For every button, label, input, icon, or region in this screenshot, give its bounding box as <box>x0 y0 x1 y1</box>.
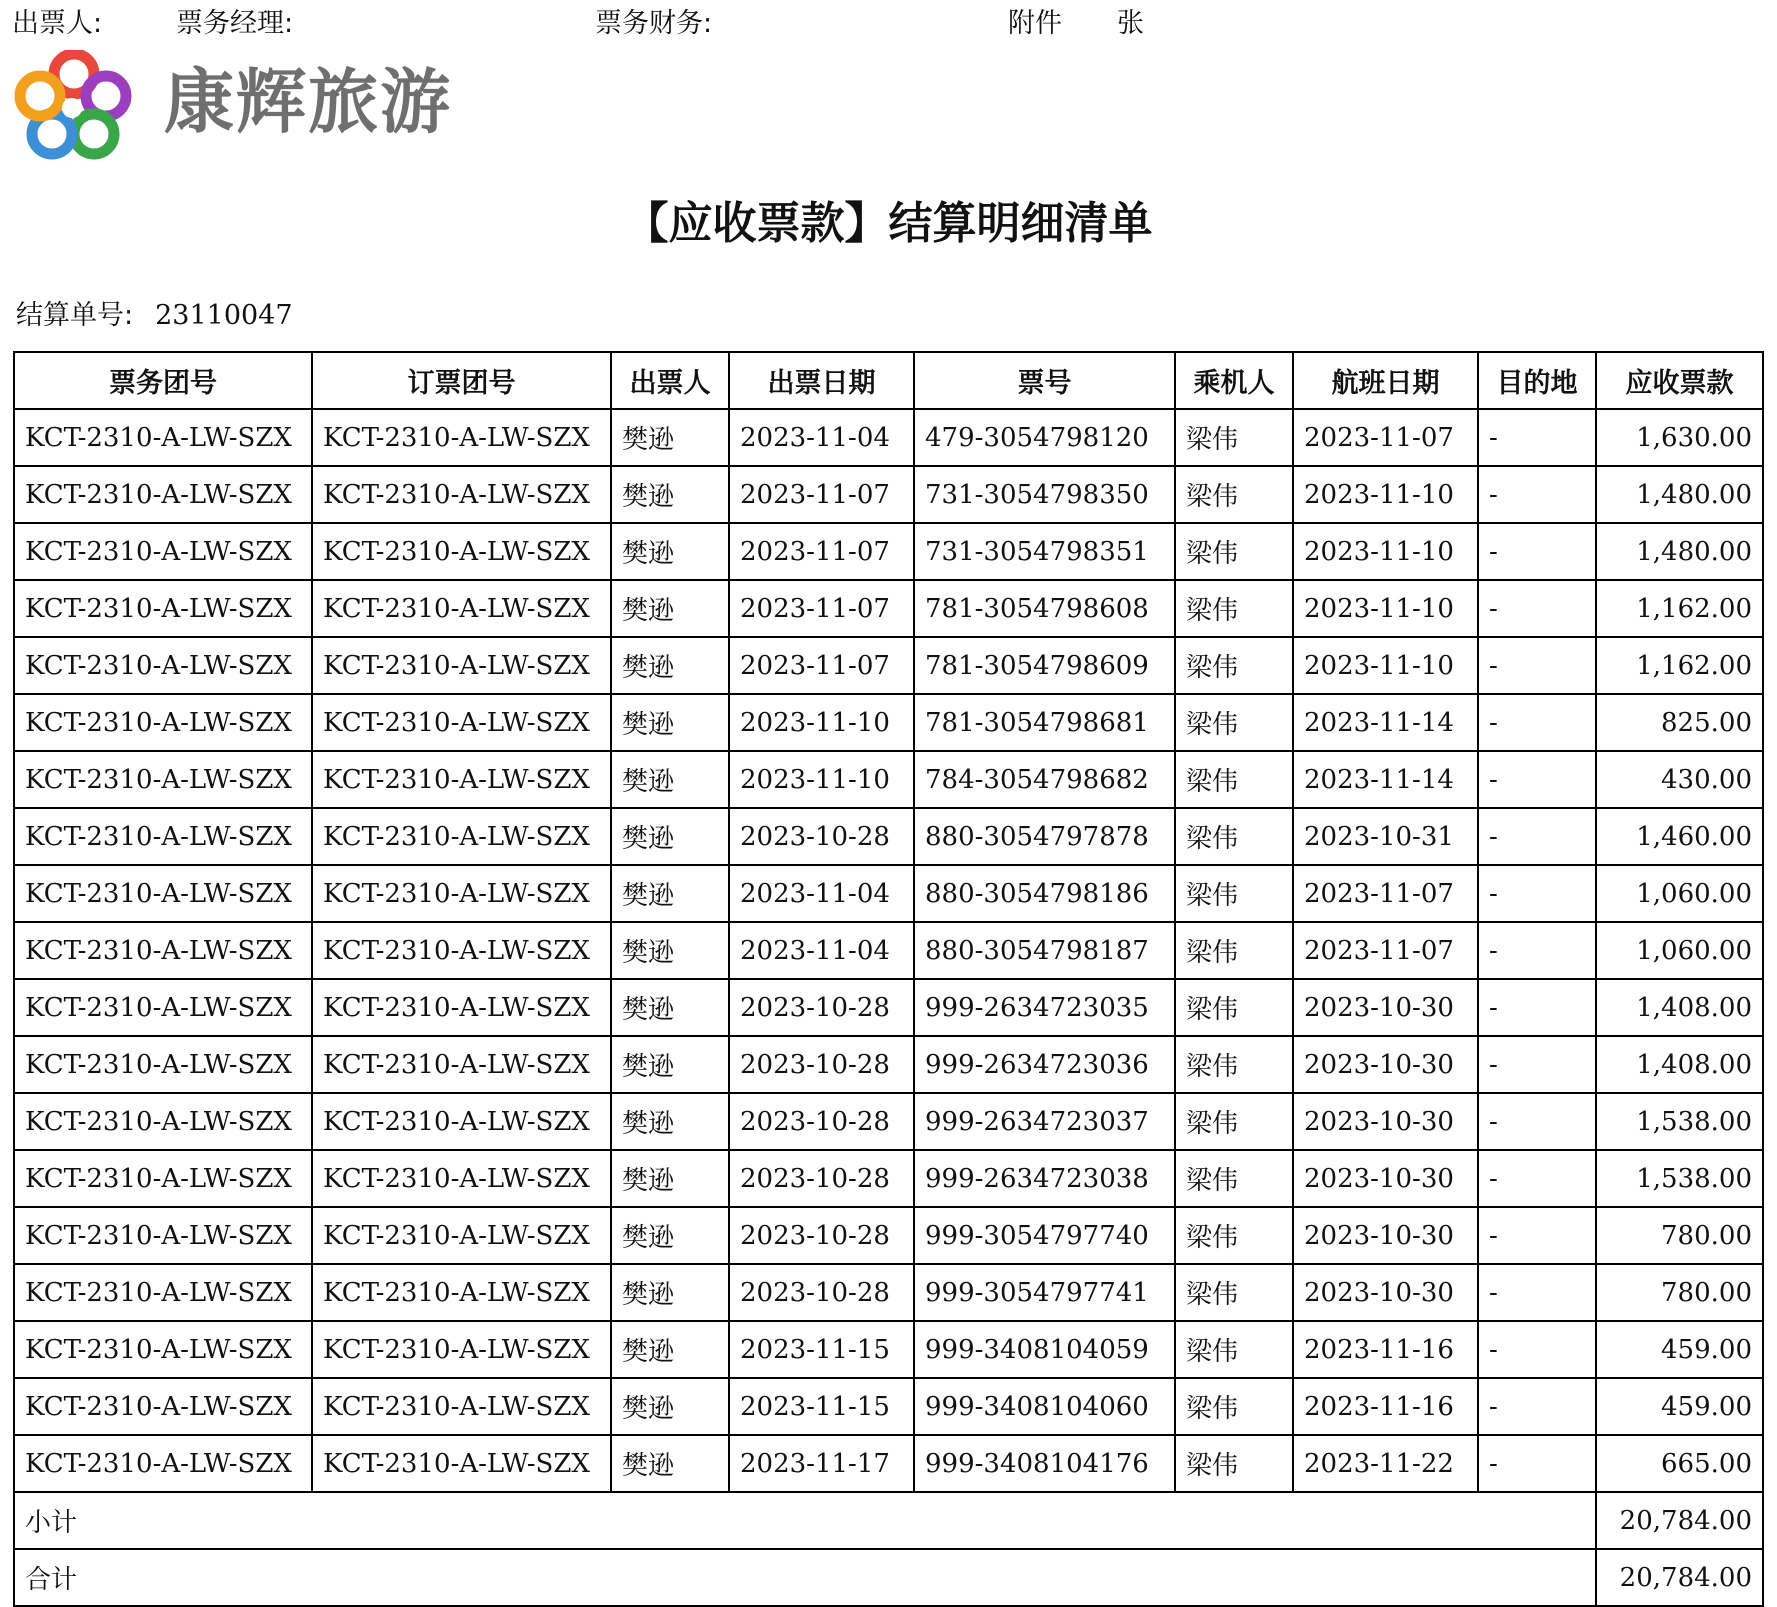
manager-label: 票务经理: <box>176 8 294 39</box>
booking-group-no-cell: KCT-2310-A-LW-SZX <box>312 637 611 694</box>
table-row <box>14 1435 1763 1492</box>
issuer-header: 出票人 <box>611 352 729 409</box>
ticket-group-no-cell: KCT-2310-A-LW-SZX <box>14 694 312 751</box>
booking-group-no-cell: KCT-2310-A-LW-SZX <box>312 1321 611 1378</box>
issue-date-cell: 2023-11-15 <box>729 1321 914 1378</box>
issue-date-cell: 2023-10-28 <box>729 979 914 1036</box>
passenger-cell: 梁伟 <box>1175 865 1293 922</box>
receivable-amount-cell: 1,162.00 <box>1596 580 1763 637</box>
passenger-cell: 梁伟 <box>1175 1435 1293 1492</box>
ticket-no-cell: 880-3054798186 <box>914 865 1175 922</box>
booking-group-no-cell: KCT-2310-A-LW-SZX <box>312 922 611 979</box>
issue-date-cell: 2023-11-04 <box>729 865 914 922</box>
ticket-group-no-cell: KCT-2310-A-LW-SZX <box>14 979 312 1036</box>
issuer-cell: 樊逊 <box>611 922 729 979</box>
receivable-amount-cell: 1,408.00 <box>1596 1036 1763 1093</box>
issuer-cell: 樊逊 <box>611 694 729 751</box>
table-row <box>14 1207 1763 1264</box>
flight-date-cell: 2023-10-31 <box>1293 808 1478 865</box>
flight-date-cell: 2023-11-07 <box>1293 409 1478 466</box>
passenger-cell: 梁伟 <box>1175 922 1293 979</box>
issue-date-cell: 2023-10-28 <box>729 1093 914 1150</box>
issue-date-header: 出票日期 <box>729 352 914 409</box>
subtotal-label: 小计 <box>14 1492 1596 1549</box>
total-label: 合计 <box>14 1549 1596 1606</box>
ticket-group-no-cell: KCT-2310-A-LW-SZX <box>14 637 312 694</box>
flight-date-cell: 2023-11-10 <box>1293 466 1478 523</box>
ticket-no-cell: 999-2634723037 <box>914 1093 1175 1150</box>
flower-logo-icon <box>14 50 134 160</box>
flight-date-cell: 2023-11-16 <box>1293 1321 1478 1378</box>
booking-group-no-cell: KCT-2310-A-LW-SZX <box>312 1264 611 1321</box>
ticket-group-no-cell: KCT-2310-A-LW-SZX <box>14 409 312 466</box>
receivable-amount-cell: 459.00 <box>1596 1378 1763 1435</box>
ticket-group-no-cell: KCT-2310-A-LW-SZX <box>14 523 312 580</box>
issuer-cell: 樊逊 <box>611 979 729 1036</box>
ticket-group-no-cell: KCT-2310-A-LW-SZX <box>14 751 312 808</box>
attachment-label: 附件 <box>1008 8 1062 39</box>
ticket-group-no-cell: KCT-2310-A-LW-SZX <box>14 580 312 637</box>
passenger-cell: 梁伟 <box>1175 1264 1293 1321</box>
table-row <box>14 1378 1763 1435</box>
destination-cell: - <box>1478 1036 1596 1093</box>
table-row <box>14 694 1763 751</box>
ticket-no-cell: 999-2634723036 <box>914 1036 1175 1093</box>
ticket-no-cell: 784-3054798682 <box>914 751 1175 808</box>
table-row <box>14 751 1763 808</box>
issuer-cell: 樊逊 <box>611 1264 729 1321</box>
ticket-no-cell: 781-3054798681 <box>914 694 1175 751</box>
ticket-no-cell: 781-3054798609 <box>914 637 1175 694</box>
booking-group-no-cell: KCT-2310-A-LW-SZX <box>312 523 611 580</box>
ticket-no-cell: 999-2634723038 <box>914 1150 1175 1207</box>
issuer-cell: 樊逊 <box>611 637 729 694</box>
flight-date-cell: 2023-11-10 <box>1293 523 1478 580</box>
passenger-cell: 梁伟 <box>1175 1150 1293 1207</box>
booking-group-no-cell: KCT-2310-A-LW-SZX <box>312 979 611 1036</box>
company-logo <box>14 50 452 160</box>
ticket-group-no-cell: KCT-2310-A-LW-SZX <box>14 466 312 523</box>
ticket-group-no-cell: KCT-2310-A-LW-SZX <box>14 1207 312 1264</box>
flight-date-cell: 2023-11-07 <box>1293 922 1478 979</box>
ticket-no-cell: 731-3054798351 <box>914 523 1175 580</box>
passenger-cell: 梁伟 <box>1175 979 1293 1036</box>
issue-date-cell: 2023-10-28 <box>729 1150 914 1207</box>
ticket-no-cell: 880-3054797878 <box>914 808 1175 865</box>
finance-label: 票务财务: <box>595 8 713 39</box>
destination-cell: - <box>1478 1093 1596 1150</box>
issuer-cell: 樊逊 <box>611 1150 729 1207</box>
booking-group-no-cell: KCT-2310-A-LW-SZX <box>312 694 611 751</box>
passenger-cell: 梁伟 <box>1175 637 1293 694</box>
logo-text: 康辉旅游 <box>164 61 452 143</box>
receivable-amount-header: 应收票款 <box>1596 352 1763 409</box>
booking-group-no-header: 订票团号 <box>312 352 611 409</box>
ticket-group-no-cell: KCT-2310-A-LW-SZX <box>14 1435 312 1492</box>
ticket-group-no-cell: KCT-2310-A-LW-SZX <box>14 1264 312 1321</box>
receivable-amount-cell: 1,060.00 <box>1596 865 1763 922</box>
passenger-cell: 梁伟 <box>1175 1321 1293 1378</box>
booking-group-no-cell: KCT-2310-A-LW-SZX <box>312 865 611 922</box>
issue-date-cell: 2023-11-07 <box>729 637 914 694</box>
flight-date-cell: 2023-10-30 <box>1293 979 1478 1036</box>
table-row <box>14 922 1763 979</box>
ticket-no-cell: 999-3408104060 <box>914 1378 1175 1435</box>
issuer-cell: 樊逊 <box>611 808 729 865</box>
subtotal-value: 20,784.00 <box>1596 1492 1763 1549</box>
table-row <box>14 979 1763 1036</box>
booking-group-no-cell: KCT-2310-A-LW-SZX <box>312 1207 611 1264</box>
issue-date-cell: 2023-10-28 <box>729 1264 914 1321</box>
flight-date-cell: 2023-11-10 <box>1293 637 1478 694</box>
flight-date-cell: 2023-11-22 <box>1293 1435 1478 1492</box>
table-row <box>14 808 1763 865</box>
destination-cell: - <box>1478 751 1596 808</box>
ticket-no-cell: 999-3408104059 <box>914 1321 1175 1378</box>
flight-date-cell: 2023-10-30 <box>1293 1093 1478 1150</box>
receivable-amount-cell: 665.00 <box>1596 1435 1763 1492</box>
destination-cell: - <box>1478 1378 1596 1435</box>
passenger-cell: 梁伟 <box>1175 1207 1293 1264</box>
booking-group-no-cell: KCT-2310-A-LW-SZX <box>312 409 611 466</box>
issuer-cell: 樊逊 <box>611 1207 729 1264</box>
issuer-cell: 樊逊 <box>611 1093 729 1150</box>
booking-group-no-cell: KCT-2310-A-LW-SZX <box>312 1378 611 1435</box>
passenger-header: 乘机人 <box>1175 352 1293 409</box>
flight-date-cell: 2023-11-16 <box>1293 1378 1478 1435</box>
destination-cell: - <box>1478 466 1596 523</box>
destination-cell: - <box>1478 1150 1596 1207</box>
issue-date-cell: 2023-10-28 <box>729 1036 914 1093</box>
table-row <box>14 580 1763 637</box>
passenger-cell: 梁伟 <box>1175 523 1293 580</box>
issuer-cell: 樊逊 <box>611 1036 729 1093</box>
flight-date-header: 航班日期 <box>1293 352 1478 409</box>
issue-date-cell: 2023-10-28 <box>729 1207 914 1264</box>
settlement-number-line <box>16 298 293 334</box>
table-row <box>14 1264 1763 1321</box>
document-title: 【应收票款】结算明细清单 <box>624 198 1153 249</box>
flight-date-cell: 2023-11-14 <box>1293 751 1478 808</box>
ticket-group-no-cell: KCT-2310-A-LW-SZX <box>14 1150 312 1207</box>
passenger-cell: 梁伟 <box>1175 466 1293 523</box>
issuer-cell: 樊逊 <box>611 865 729 922</box>
destination-cell: - <box>1478 694 1596 751</box>
destination-cell: - <box>1478 1207 1596 1264</box>
issuer-cell: 樊逊 <box>611 580 729 637</box>
table-row <box>14 466 1763 523</box>
ticket-no-cell: 731-3054798350 <box>914 466 1175 523</box>
booking-group-no-cell: KCT-2310-A-LW-SZX <box>312 1093 611 1150</box>
destination-cell: - <box>1478 865 1596 922</box>
destination-cell: - <box>1478 1321 1596 1378</box>
ticket-group-no-cell: KCT-2310-A-LW-SZX <box>14 1036 312 1093</box>
sheets-label: 张 <box>1117 8 1144 39</box>
issue-date-cell: 2023-11-10 <box>729 694 914 751</box>
issue-date-cell: 2023-11-17 <box>729 1435 914 1492</box>
issuer-cell: 樊逊 <box>611 1378 729 1435</box>
table-row <box>14 409 1763 466</box>
ticket-group-no-cell: KCT-2310-A-LW-SZX <box>14 1321 312 1378</box>
ticket-no-cell: 880-3054798187 <box>914 922 1175 979</box>
flight-date-cell: 2023-10-30 <box>1293 1207 1478 1264</box>
destination-cell: - <box>1478 979 1596 1036</box>
destination-cell: - <box>1478 580 1596 637</box>
receivable-amount-cell: 1,538.00 <box>1596 1093 1763 1150</box>
ticket-group-no-cell: KCT-2310-A-LW-SZX <box>14 1093 312 1150</box>
table-row <box>14 1150 1763 1207</box>
issuer-cell: 樊逊 <box>611 409 729 466</box>
issuer-cell: 樊逊 <box>611 466 729 523</box>
ticket-no-cell: 999-3408104176 <box>914 1435 1175 1492</box>
table-header <box>14 352 1763 409</box>
issue-date-cell: 2023-11-10 <box>729 751 914 808</box>
receivable-amount-cell: 1,060.00 <box>1596 922 1763 979</box>
ticket-group-no-cell: KCT-2310-A-LW-SZX <box>14 865 312 922</box>
passenger-cell: 梁伟 <box>1175 751 1293 808</box>
passenger-cell: 梁伟 <box>1175 1093 1293 1150</box>
settlement-number-label: 结算单号: <box>16 300 134 331</box>
total-value: 20,784.00 <box>1596 1549 1763 1606</box>
flight-date-cell: 2023-11-10 <box>1293 580 1478 637</box>
table-row <box>14 865 1763 922</box>
ticket-group-no-cell: KCT-2310-A-LW-SZX <box>14 1378 312 1435</box>
issue-date-cell: 2023-11-07 <box>729 523 914 580</box>
issue-date-cell: 2023-11-07 <box>729 466 914 523</box>
passenger-cell: 梁伟 <box>1175 580 1293 637</box>
ticket-no-header: 票号 <box>914 352 1175 409</box>
issuer-cell: 樊逊 <box>611 1321 729 1378</box>
subtotal-row <box>14 1492 1763 1549</box>
issuer-label: 出票人: <box>12 8 103 39</box>
table-row <box>14 1036 1763 1093</box>
booking-group-no-cell: KCT-2310-A-LW-SZX <box>312 466 611 523</box>
passenger-cell: 梁伟 <box>1175 409 1293 466</box>
booking-group-no-cell: KCT-2310-A-LW-SZX <box>312 1435 611 1492</box>
destination-header: 目的地 <box>1478 352 1596 409</box>
table-row <box>14 523 1763 580</box>
receivable-amount-cell: 459.00 <box>1596 1321 1763 1378</box>
issue-date-cell: 2023-11-04 <box>729 409 914 466</box>
receivable-amount-cell: 1,630.00 <box>1596 409 1763 466</box>
passenger-cell: 梁伟 <box>1175 808 1293 865</box>
receivable-amount-cell: 1,538.00 <box>1596 1150 1763 1207</box>
flight-date-cell: 2023-10-30 <box>1293 1036 1478 1093</box>
booking-group-no-cell: KCT-2310-A-LW-SZX <box>312 1150 611 1207</box>
ticket-no-cell: 999-3054797741 <box>914 1264 1175 1321</box>
receivable-amount-cell: 780.00 <box>1596 1207 1763 1264</box>
booking-group-no-cell: KCT-2310-A-LW-SZX <box>312 808 611 865</box>
ticket-no-cell: 999-2634723035 <box>914 979 1175 1036</box>
issuer-cell: 樊逊 <box>611 1435 729 1492</box>
flight-date-cell: 2023-11-14 <box>1293 694 1478 751</box>
ticket-no-cell: 999-3054797740 <box>914 1207 1175 1264</box>
receivable-amount-cell: 1,480.00 <box>1596 466 1763 523</box>
table-body <box>14 409 1763 1606</box>
flight-date-cell: 2023-10-30 <box>1293 1264 1478 1321</box>
destination-cell: - <box>1478 637 1596 694</box>
destination-cell: - <box>1478 922 1596 979</box>
ticket-no-cell: 479-3054798120 <box>914 409 1175 466</box>
passenger-cell: 梁伟 <box>1175 694 1293 751</box>
issuer-cell: 樊逊 <box>611 751 729 808</box>
destination-cell: - <box>1478 409 1596 466</box>
table-row <box>14 1321 1763 1378</box>
receivable-amount-cell: 825.00 <box>1596 694 1763 751</box>
passenger-cell: 梁伟 <box>1175 1378 1293 1435</box>
ticket-no-cell: 781-3054798608 <box>914 580 1175 637</box>
booking-group-no-cell: KCT-2310-A-LW-SZX <box>312 1036 611 1093</box>
settlement-detail-table <box>13 351 1764 1607</box>
ticket-group-no-cell: KCT-2310-A-LW-SZX <box>14 922 312 979</box>
destination-cell: - <box>1478 523 1596 580</box>
destination-cell: - <box>1478 808 1596 865</box>
receivable-amount-cell: 1,408.00 <box>1596 979 1763 1036</box>
issue-date-cell: 2023-11-04 <box>729 922 914 979</box>
booking-group-no-cell: KCT-2310-A-LW-SZX <box>312 751 611 808</box>
ticket-group-no-cell: KCT-2310-A-LW-SZX <box>14 808 312 865</box>
issue-date-cell: 2023-11-07 <box>729 580 914 637</box>
table-row <box>14 1093 1763 1150</box>
destination-cell: - <box>1478 1435 1596 1492</box>
passenger-cell: 梁伟 <box>1175 1036 1293 1093</box>
total-row <box>14 1549 1763 1606</box>
issue-date-cell: 2023-11-15 <box>729 1378 914 1435</box>
destination-cell: - <box>1478 1264 1596 1321</box>
flight-date-cell: 2023-10-30 <box>1293 1150 1478 1207</box>
table-row <box>14 637 1763 694</box>
settlement-number-value: 23110047 <box>155 300 293 331</box>
issue-date-cell: 2023-10-28 <box>729 808 914 865</box>
receivable-amount-cell: 780.00 <box>1596 1264 1763 1321</box>
issuer-cell: 樊逊 <box>611 523 729 580</box>
booking-group-no-cell: KCT-2310-A-LW-SZX <box>312 580 611 637</box>
receivable-amount-cell: 1,162.00 <box>1596 637 1763 694</box>
receivable-amount-cell: 1,480.00 <box>1596 523 1763 580</box>
receivable-amount-cell: 1,460.00 <box>1596 808 1763 865</box>
ticket-group-no-header: 票务团号 <box>14 352 312 409</box>
flight-date-cell: 2023-11-07 <box>1293 865 1478 922</box>
receivable-amount-cell: 430.00 <box>1596 751 1763 808</box>
